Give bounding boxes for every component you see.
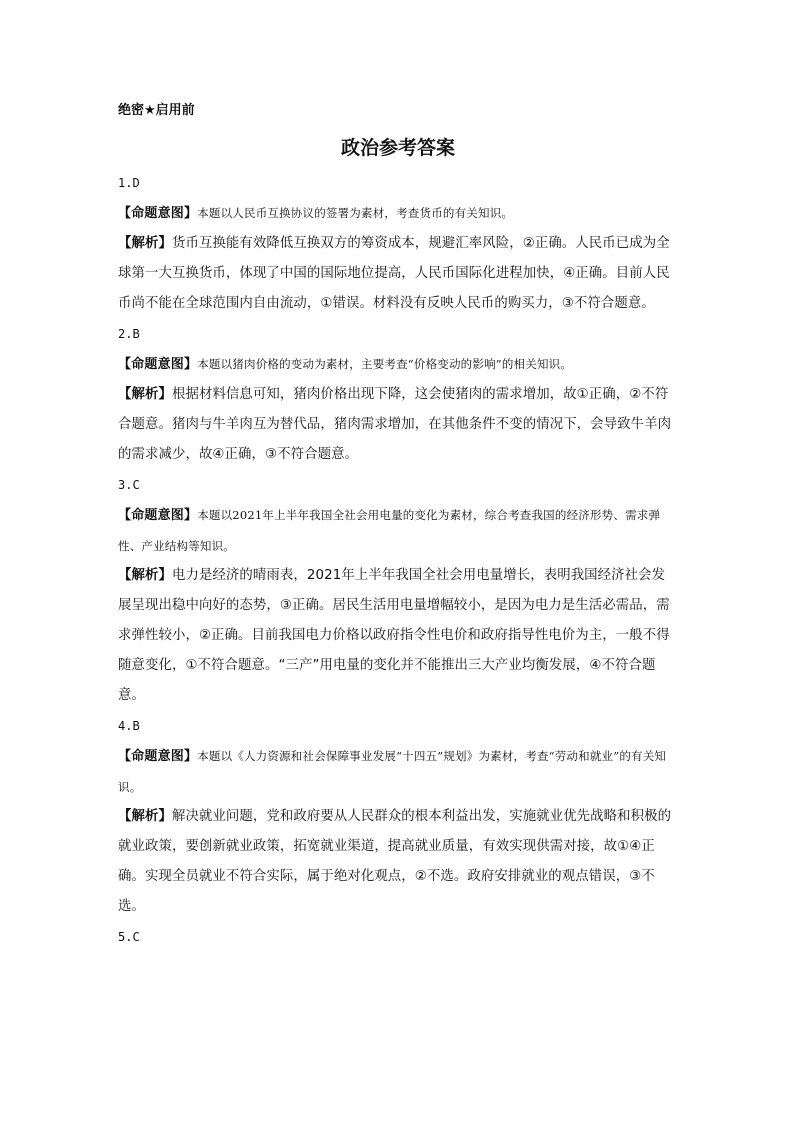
question-number: 5.C <box>118 930 140 944</box>
analysis-text: 电力是经济的晴雨表，2021年上半年我国全社会用电量增长，表明我国经济社会发展呈现出稳中向好的态势，③正确。居民生活用电量增幅较小，是因为电力是生活必需品，需求弹性较小，②正确。目前我国电力价格以政府指令性电价和政府指导性电价为主，一般不得随意变化，①不符合题意。“三产”用电量的变化并不能推出三大产业均衡发展，④不符合题意。 <box>118 568 670 703</box>
answer-document <box>118 100 678 952</box>
analysis-tag: 【解析】 <box>118 568 172 583</box>
question-number: 3.C <box>118 478 140 492</box>
question-1 <box>118 168 678 319</box>
analysis-text: 货币互换能有效降低互换双方的筹资成本，规避汇率风险，②正确。人民币已成为全球第一大互换货币，体现了中国的国际地位提高，人民币国际化进程加快，④正确。目前人民币尚不能在全球范围内自由流动，①错误。材料没有反映人民币的购买力，③不符合题意。 <box>118 236 670 311</box>
intent-text: 本题以《人力资源和社会保障事业发展“十四五”规划》为素材，考查“劳动和就业”的有关知识。 <box>118 749 667 794</box>
question-number: 4.B <box>118 719 140 733</box>
analysis-tag: 【解析】 <box>118 387 172 402</box>
question-number: 1.D <box>118 176 140 190</box>
intent-tag: 【命题意图】 <box>118 357 198 372</box>
analysis-tag: 【解析】 <box>118 236 172 251</box>
secret-label: 绝密★启用前 <box>118 103 195 118</box>
intent-tag: 【命题意图】 <box>118 749 198 764</box>
question-analysis <box>118 802 678 922</box>
intent-text: 本题以人民币互换协议的签署为素材，考查货币的有关知识。 <box>197 206 514 220</box>
page-title: 政治参考答案 <box>340 137 455 159</box>
question-analysis <box>118 561 678 711</box>
analysis-text: 解决就业问题，党和政府要从人民群众的根本利益出发，实施就业优先战略和积极的就业政策，要创新就业政策，拓宽就业渠道，提高就业质量，有效实现供需对接，故①④正确。实现全员就业不符合实际，属于绝对化观点，②不选。政府安排就业的观点错误，③不选。 <box>118 809 672 914</box>
intent-text: 本题以2021年上半年我国全社会用电量的变化为素材，综合考查我国的经济形势、需求弹性、产业结构等知识。 <box>118 508 661 553</box>
question-3 <box>118 470 678 711</box>
question-4 <box>118 711 678 922</box>
question-intent <box>118 741 678 802</box>
intent-tag: 【命题意图】 <box>118 206 198 221</box>
question-number: 2.B <box>118 327 140 341</box>
intent-tag: 【命题意图】 <box>118 508 198 523</box>
intent-text: 本题以猪肉价格的变动为素材，主要考查“价格变动的影响”的相关知识。 <box>197 357 573 371</box>
question-analysis <box>118 229 678 319</box>
analysis-tag: 【解析】 <box>118 809 172 824</box>
question-intent <box>118 349 678 380</box>
analysis-text: 根据材料信息可知，猪肉价格出现下降，这会使猪肉的需求增加，故①正确，②不符合题意。猪肉与牛羊肉互为替代品，猪肉需求增加，在其他条件不变的情况下，会导致牛羊肉的需求减少，故④正确，③不符合题意。 <box>118 387 672 462</box>
question-intent <box>118 198 678 229</box>
question-intent <box>118 500 678 561</box>
question-2 <box>118 319 678 470</box>
question-analysis <box>118 380 678 470</box>
